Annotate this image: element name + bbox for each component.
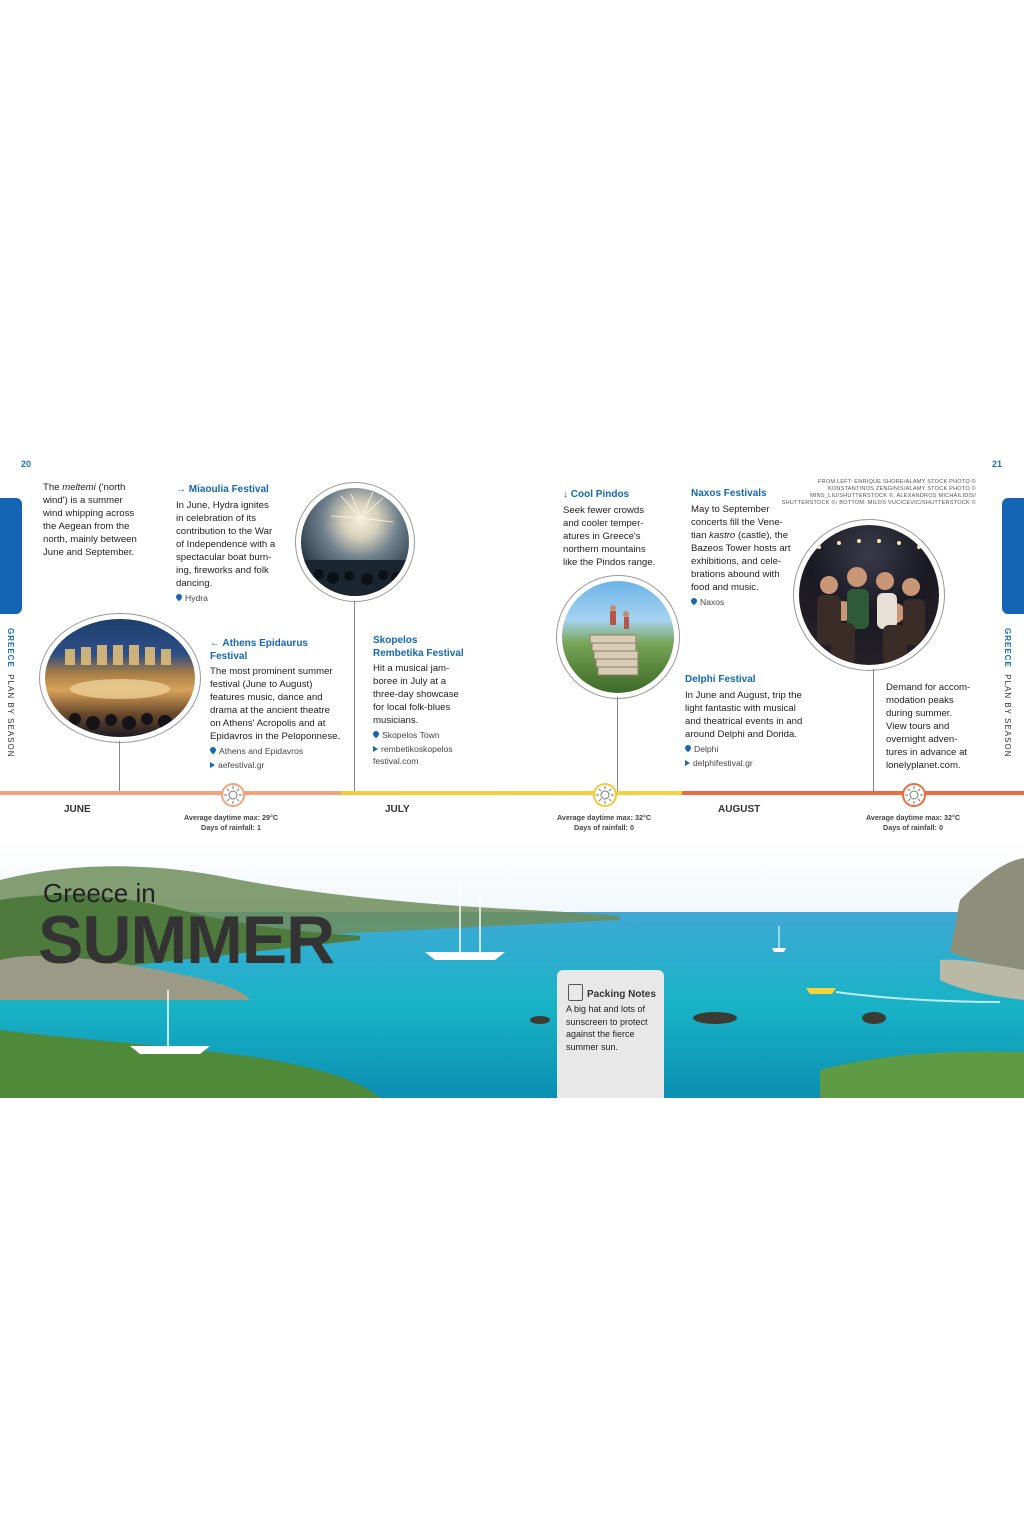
meltemi-term: meltemi [62, 482, 96, 493]
miaoulia-title-text: Miaoulia Festival [188, 484, 269, 495]
text-line: Demand for accom- [886, 682, 971, 693]
arrow-down-icon: ↓ [563, 489, 568, 500]
arrow-left-icon: ← [210, 638, 220, 649]
month-label-june: JUNE [64, 804, 91, 815]
text-line: food and music. [691, 582, 759, 593]
climate-july [534, 813, 674, 833]
text-line: dancing. [176, 578, 213, 589]
epidaurus-title-1: Athens Epidaurus [222, 638, 308, 649]
side-label-section: GREECE [1003, 628, 1012, 668]
skopelos-location: Skopelos Town [382, 730, 440, 740]
text-line: ing, fireworks and folk [176, 565, 269, 576]
text-line: Hit a musical jam- [373, 663, 450, 674]
text-line: and theatrical events in and [685, 716, 803, 727]
epidaurus-location: Athens and Epidavros [219, 746, 304, 756]
delphi-block [685, 673, 810, 769]
climate-temp: Average daytime max: 29°C [183, 813, 279, 822]
timeline-connector [617, 697, 618, 791]
credit-line: KONSTANTINOS ZENGINIS/ALAMY STOCK PHOTO © [827, 486, 976, 492]
text-line: contribution to the War [176, 526, 273, 537]
page-number-right: 21 [992, 459, 1003, 469]
month-label-july: JULY [385, 804, 410, 815]
location-pin-icon [684, 744, 692, 752]
timeline-segment-july [341, 791, 682, 795]
side-label-right [1003, 628, 1012, 757]
theatre-illustration [45, 619, 195, 737]
climate-rain: Days of rainfall: 0 [883, 823, 943, 832]
timeline-segment-june [0, 791, 341, 795]
sun-icon [593, 783, 617, 807]
naxos-location: Naxos [700, 597, 725, 607]
pindos-title [563, 488, 673, 501]
text-line: In June, Hydra ignites [176, 500, 269, 511]
side-label-chapter: PLAN BY SEASON [1003, 674, 1012, 758]
text-line: spectacular boat burn- [176, 552, 272, 563]
side-label-chapter: PLAN BY SEASON [6, 674, 15, 758]
climate-temp: Average daytime max: 32°C [556, 813, 652, 822]
text-line: wind whipping across [43, 508, 135, 519]
sun-icon [902, 783, 926, 807]
text-line: sunscreen to protect [566, 1016, 648, 1027]
climate-rain: Days of rainfall: 0 [574, 823, 634, 832]
crowd-illustration [799, 525, 939, 665]
text-line: June and September. [43, 547, 135, 558]
text-line: A big hat and lots of [566, 1004, 646, 1014]
hero-title-line1: Greece in [43, 878, 156, 908]
skopelos-title-1: Skopelos [373, 635, 418, 646]
text-line: lonelyplanet.com. [886, 760, 961, 771]
text-line: features music, dance and [210, 692, 323, 703]
naxos-kastro-term: kastro [709, 530, 736, 541]
epidaurus-link[interactable]: aefestival.gr [218, 760, 265, 770]
photo-athens-theatre [39, 613, 201, 743]
packing-notes-box [557, 970, 664, 1098]
epidaurus-block [210, 637, 345, 771]
miaoulia-title [176, 483, 291, 496]
photo-naxos-party [793, 519, 945, 671]
timeline-connector [873, 669, 874, 791]
text-line: musicians. [373, 715, 419, 726]
credit-line: FROM LEFT: ENRIQUE SHORE/ALAMY STOCK PHOTO © [817, 479, 976, 485]
text-line: modation peaks [886, 695, 954, 706]
epidaurus-title [210, 637, 345, 650]
naxos-title: Naxos Festivals [691, 488, 767, 499]
climate-rain: Days of rainfall: 1 [201, 823, 261, 832]
location-pin-icon [175, 593, 183, 601]
text-line: The most prominent summer [210, 666, 333, 677]
fireworks-illustration [301, 488, 409, 596]
text-line: brations abound with [691, 569, 780, 580]
text-line: Seek fewer crowds [563, 505, 645, 516]
text-line: festival (June to August) [210, 679, 313, 690]
meltemi-text [43, 481, 153, 559]
text-line: like the Pindos range. [563, 557, 656, 568]
skopelos-link-part-1[interactable]: rembetikoskopelos [381, 744, 453, 754]
miaoulia-block [176, 483, 291, 604]
text-line: tures in advance at [886, 747, 968, 758]
side-label-left [6, 628, 15, 757]
text-line: on Athens' Acropolis and at [210, 718, 326, 729]
sun-icon [221, 783, 245, 807]
climate-august [843, 813, 983, 833]
text-line: for local folk-blues [373, 702, 451, 713]
skopelos-title-2: Rembetika Festival [373, 648, 464, 659]
text-line: of Independence with a [176, 539, 276, 550]
text-line: exhibitions, and cele- [691, 556, 782, 567]
link-arrow-icon [210, 762, 215, 768]
text-line: drama at the ancient theatre [210, 705, 330, 716]
location-pin-icon [690, 597, 698, 605]
epidaurus-title-2: Festival [210, 651, 248, 662]
delphi-location: Delphi [694, 744, 719, 754]
section-tab-right [1002, 498, 1024, 614]
text-line: overnight adven- [886, 734, 958, 745]
text-line: the Aegean from the [43, 521, 130, 532]
skopelos-block [373, 634, 483, 767]
location-pin-icon [372, 730, 380, 738]
page-number-left: 20 [21, 459, 32, 469]
luggage-icon [568, 984, 583, 1001]
timeline-connector [354, 601, 355, 791]
rocks-illustration [562, 581, 674, 693]
text-line: Bazeos Tower hosts art [691, 543, 791, 554]
packing-notes-title: Packing Notes [587, 989, 656, 1000]
text-line: ('north [98, 482, 126, 493]
link-arrow-icon [373, 746, 378, 752]
accommodation-text [886, 681, 986, 772]
delphi-title: Delphi Festival [685, 674, 756, 685]
arrow-right-icon: → [176, 484, 186, 495]
location-pin-icon [209, 746, 217, 754]
text-fragment: tian [691, 530, 710, 541]
climate-june [161, 813, 301, 833]
pindos-title-text: Cool Pindos [570, 489, 630, 500]
text-line: concerts fill the Vene- [691, 517, 783, 528]
text-line: May to September [691, 504, 770, 515]
pindos-block [563, 488, 673, 569]
text-line: during summer. [886, 708, 953, 719]
text-line: In June and August, trip the [685, 690, 802, 701]
side-label-section: GREECE [6, 628, 15, 668]
delphi-link[interactable]: delphifestival.gr [693, 758, 753, 768]
text-line: in celebration of its [176, 513, 256, 524]
text-fragment: (castle), the [735, 530, 789, 541]
credit-line: SHUTTERSTOCK ©; BOTTOM: MILOS VUCICEVIC/SHUTTERSTOCK © [781, 500, 976, 506]
photo-hydra-fireworks [295, 482, 415, 602]
meltemi-pre: The [43, 482, 63, 493]
text-line: around Delphi and Dorida. [685, 729, 798, 740]
text-line: wind') is a summer [43, 495, 123, 506]
miaoulia-location: Hydra [185, 593, 208, 603]
text-line: three-day showcase [373, 689, 459, 700]
text-line: north, mainly between [43, 534, 137, 545]
naxos-block [691, 487, 801, 608]
climate-temp: Average daytime max: 32°C [865, 813, 961, 822]
text-line: summer sun. [566, 1041, 619, 1052]
timeline-connector [119, 741, 120, 791]
timeline-segment-august [682, 791, 1024, 795]
text-line: View tours and [886, 721, 950, 732]
skopelos-link-part-2[interactable]: festival.com [373, 756, 419, 766]
section-tab-left [0, 498, 22, 614]
text-line: Epidavros in the Peloponnese. [210, 731, 341, 742]
text-line: atures in Greece's [563, 531, 641, 542]
text-line: against the fierce [566, 1029, 635, 1039]
text-line: northern mountains [563, 544, 646, 555]
link-arrow-icon [685, 760, 690, 766]
text-line: light fantastic with musical [685, 703, 796, 714]
text-line: and cooler temper- [563, 518, 644, 529]
credit-line: MINS_LIU/SHUTTERSTOCK ©, ALEXANDROS MICHAILIDIS/ [810, 493, 976, 499]
hero-title-line2: SUMMER [38, 902, 335, 978]
month-label-august: AUGUST [718, 804, 761, 815]
photo-pindos-mountains [556, 575, 680, 699]
text-line: boree in July at a [373, 676, 447, 687]
